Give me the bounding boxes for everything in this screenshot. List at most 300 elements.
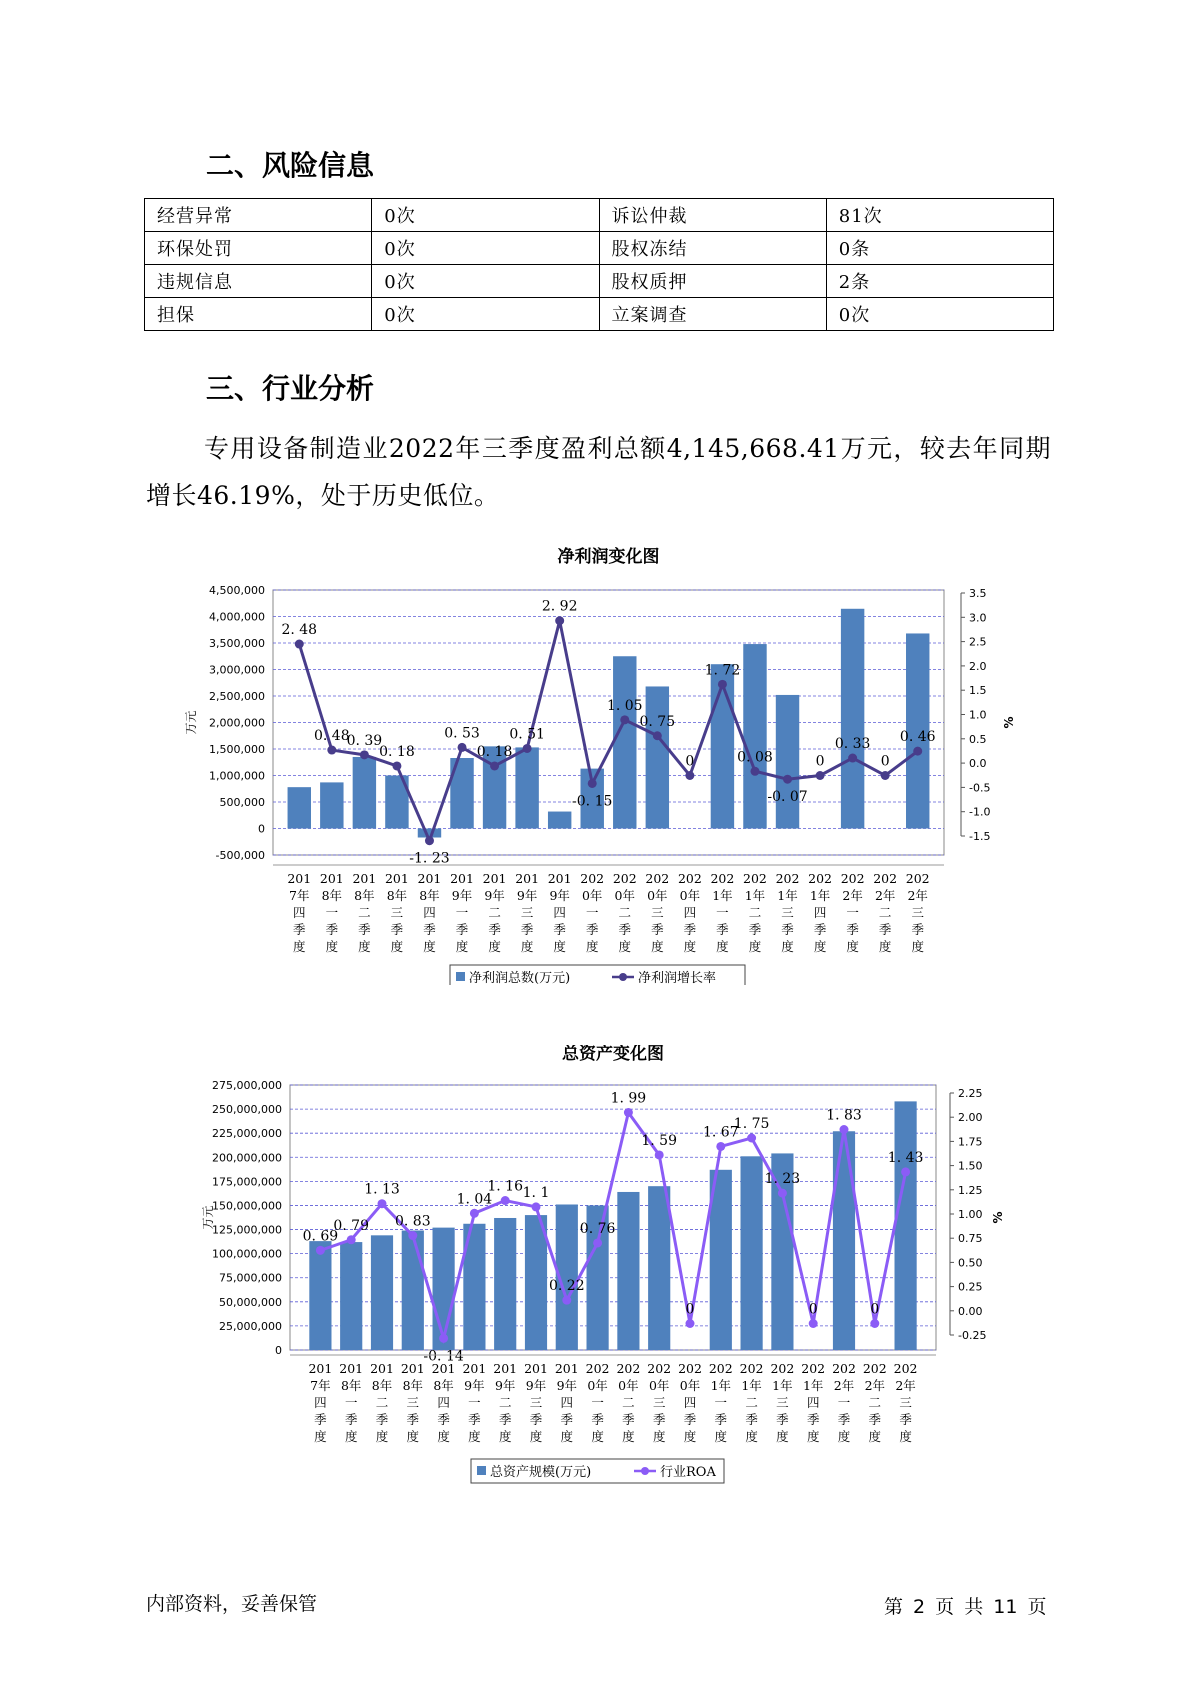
y-tick-label: 0: [258, 822, 265, 836]
line-point: [378, 1199, 387, 1208]
x-tick-label: 度: [488, 939, 501, 954]
x-tick-label: 202: [708, 1361, 733, 1376]
x-tick-label: 0年: [581, 888, 603, 903]
footer-confidential: 内部资料，妥善保管: [146, 1593, 318, 1615]
y-tick-label: 2,500,000: [209, 690, 265, 703]
x-tick-label: 二: [622, 1395, 635, 1410]
line-point: [347, 1235, 356, 1244]
x-tick-label: 201: [400, 1361, 425, 1376]
line-point: [848, 754, 857, 763]
x-tick-label: 季: [390, 922, 404, 937]
x-tick-label: 一: [591, 1395, 604, 1410]
x-tick-label: 季: [314, 1412, 327, 1427]
risk-value-cell: 0次: [372, 232, 599, 265]
y-tick-label: 4,000,000: [209, 610, 265, 624]
y2-tick-label: 2.25: [958, 1087, 983, 1100]
y2-tick-label: -1.5: [969, 830, 991, 843]
risk-value-cell: 2条: [826, 265, 1053, 298]
data-label: 0. 18: [476, 743, 513, 760]
x-tick-label: 四: [683, 905, 697, 920]
x-tick-label: 201: [462, 1361, 487, 1376]
x-tick-label: 度: [498, 1429, 512, 1444]
x-tick-label: 季: [585, 922, 599, 937]
data-label: -0. 07: [767, 789, 808, 806]
x-tick-label: 一: [837, 1395, 851, 1410]
risk-label-cell: 股权冻结: [599, 232, 826, 265]
legend-line-marker: [641, 1467, 649, 1475]
x-tick-label: 度: [683, 1429, 697, 1444]
x-tick-label: 度: [455, 939, 469, 954]
x-tick-label: 季: [622, 1412, 635, 1427]
y2-tick-label: 2.5: [969, 635, 987, 649]
x-tick-label: 四: [423, 905, 436, 920]
x-tick-label: 季: [498, 1412, 512, 1427]
data-label: -0. 15: [572, 793, 613, 810]
x-tick-label: 四: [683, 1395, 697, 1410]
x-tick-label: 二: [748, 905, 762, 920]
y2-tick-label: -0.25: [958, 1329, 987, 1342]
line-point: [562, 1296, 571, 1305]
y2-tick-label: 3.5: [969, 587, 987, 600]
line-point: [620, 715, 629, 724]
x-tick-label: 201: [308, 1361, 333, 1376]
x-tick-label: 季: [488, 922, 501, 937]
risk-table-row: [145, 199, 1054, 232]
x-tick-label: 季: [748, 922, 762, 937]
bar: [841, 609, 864, 829]
x-tick-label: 度: [529, 1429, 543, 1444]
x-tick-label: 201: [493, 1361, 518, 1376]
x-tick-label: 四: [293, 905, 306, 920]
x-tick-label: 202: [743, 871, 767, 886]
x-tick-label: 二: [878, 905, 892, 920]
x-tick-label: 度: [868, 1429, 882, 1444]
x-tick-label: 季: [591, 1412, 604, 1427]
bar: [833, 1131, 855, 1350]
data-label: 1. 72: [704, 662, 741, 679]
y2-tick-label: 1.5: [969, 684, 987, 698]
x-tick-label: 1年: [802, 1378, 824, 1393]
x-tick-label: 2年: [874, 888, 896, 903]
y2-tick-label: 0.5: [969, 732, 987, 746]
y-tick-label: 225,000,000: [212, 1127, 282, 1141]
x-tick-label: 度: [781, 939, 794, 954]
bar: [340, 1242, 362, 1350]
line-point: [881, 771, 890, 780]
bar: [613, 656, 636, 828]
y-tick-label: 4,500,000: [209, 584, 265, 597]
data-label: 0: [685, 753, 695, 770]
x-tick-label: 季: [714, 1412, 728, 1427]
bar: [617, 1192, 639, 1350]
x-tick-label: 度: [591, 1429, 604, 1444]
x-tick-label: 度: [468, 1429, 481, 1444]
x-tick-label: 季: [899, 1412, 912, 1427]
data-label: 1. 75: [733, 1116, 770, 1132]
y2-tick-label: 0.0: [969, 757, 987, 771]
x-tick-label: 度: [748, 939, 762, 954]
line-point: [523, 744, 532, 753]
bar: [320, 782, 343, 828]
line-point: [588, 779, 597, 788]
y2-tick-label: 0.75: [958, 1232, 983, 1246]
x-tick-label: 度: [553, 939, 566, 954]
x-tick-label: 度: [745, 1429, 758, 1444]
x-tick-label: 度: [358, 939, 371, 954]
x-tick-label: 9年: [484, 888, 505, 903]
x-tick-label: 度: [652, 1429, 666, 1444]
line-point: [624, 1108, 633, 1117]
section3-heading: 三、行业分析: [206, 372, 375, 405]
x-tick-label: 一: [716, 905, 729, 920]
x-tick-label: 201: [370, 1361, 394, 1376]
data-label: 1. 83: [826, 1107, 862, 1124]
x-tick-label: 202: [678, 1361, 702, 1376]
x-tick-label: 202: [905, 871, 930, 886]
x-tick-label: 1年: [777, 888, 798, 903]
data-label: 0: [685, 1301, 695, 1318]
data-label: 0: [808, 1301, 818, 1318]
x-tick-label: 一: [714, 1395, 728, 1410]
x-tick-label: 季: [651, 922, 664, 937]
data-label: 2. 92: [541, 598, 578, 615]
risk-label-cell: 诉讼仲裁: [599, 199, 826, 232]
x-tick-label: 四: [553, 905, 566, 920]
risk-table-row: [145, 298, 1054, 331]
x-tick-label: 202: [808, 871, 833, 886]
legend-bar-swatch: [477, 1466, 486, 1475]
line-point: [593, 1238, 602, 1247]
y-axis-label: 万元: [201, 1205, 215, 1230]
data-label: 1. 67: [702, 1124, 739, 1141]
x-tick-label: 202: [710, 871, 735, 886]
x-tick-label: 一: [585, 905, 599, 920]
y-tick-label: 0: [275, 1344, 282, 1357]
data-label: 1. 23: [764, 1171, 801, 1188]
x-tick-label: 度: [651, 939, 664, 954]
x-tick-label: 202: [801, 1361, 826, 1376]
y-tick-label: 100,000,000: [212, 1247, 282, 1261]
line-point: [360, 750, 369, 759]
x-tick-label: 三: [911, 905, 924, 920]
x-tick-label: 7年: [310, 1378, 331, 1393]
line-point: [778, 1189, 787, 1198]
chart-title: 总资产变化图: [562, 1045, 664, 1064]
x-tick-label: 季: [868, 1412, 882, 1427]
y2-tick-label: -1.0: [969, 805, 991, 819]
bar: [515, 747, 538, 828]
x-tick-label: 度: [314, 1429, 327, 1444]
y-tick-label: -500,000: [215, 849, 265, 862]
line-point: [316, 1246, 325, 1255]
y-tick-label: 1,500,000: [209, 743, 265, 756]
total-assets-chart: [0, 1045, 1191, 1485]
x-tick-label: 8年: [340, 1378, 362, 1393]
y-tick-label: 3,500,000: [209, 637, 265, 650]
x-tick-label: 度: [344, 1429, 358, 1444]
line-point: [716, 1142, 725, 1151]
y2-tick-label: 0.50: [958, 1256, 983, 1270]
x-tick-label: 季: [437, 1412, 450, 1427]
risk-value-cell: 81次: [826, 199, 1053, 232]
data-label: 0: [815, 753, 825, 770]
line-point: [408, 1231, 417, 1240]
line-point: [439, 1334, 448, 1343]
line-point: [816, 771, 825, 780]
x-tick-label: 1年: [809, 888, 831, 903]
x-tick-label: 2年: [864, 1378, 886, 1393]
x-tick-label: 9年: [494, 1378, 516, 1393]
x-tick-label: 8年: [402, 1378, 424, 1393]
x-tick-label: 202: [677, 871, 702, 886]
x-tick-label: 一: [468, 1395, 481, 1410]
y2-tick-label: 1.50: [958, 1159, 983, 1173]
x-tick-label: 度: [622, 1429, 635, 1444]
risk-label-cell: 股权质押: [599, 265, 826, 298]
x-tick-label: 二: [498, 1395, 512, 1410]
x-tick-label: 度: [293, 939, 306, 954]
y-tick-label: 275,000,000: [212, 1079, 282, 1092]
x-tick-label: 202: [616, 1361, 641, 1376]
x-tick-label: 1年: [744, 888, 766, 903]
data-label: 0: [880, 753, 890, 770]
x-tick-label: 202: [770, 1361, 795, 1376]
risk-value-cell: 0次: [826, 298, 1053, 331]
y2-tick-label: 2.00: [958, 1111, 983, 1125]
x-tick-label: 8年: [433, 1378, 454, 1393]
x-tick-label: 二: [488, 905, 501, 920]
data-label: 0. 22: [548, 1278, 585, 1295]
line-point: [809, 1319, 818, 1328]
x-tick-label: 202: [739, 1361, 764, 1376]
data-label: -0. 14: [423, 1348, 464, 1365]
data-label: 0. 51: [509, 726, 545, 743]
bar: [743, 644, 766, 828]
x-tick-label: 0年: [614, 888, 636, 903]
x-tick-label: 三: [529, 1395, 543, 1410]
x-tick-label: 202: [893, 1361, 918, 1376]
line-point: [747, 1134, 756, 1143]
x-tick-label: 季: [716, 922, 729, 937]
x-tick-label: 季: [455, 922, 469, 937]
net-profit-chart: [0, 545, 1191, 985]
x-tick-label: 季: [911, 922, 924, 937]
x-tick-label: 季: [293, 922, 306, 937]
y-axis-label: 万元: [184, 710, 198, 735]
y2-axis-label: %: [1002, 716, 1016, 729]
line-point: [783, 775, 792, 784]
y-tick-label: 3,000,000: [209, 663, 265, 677]
x-tick-label: 201: [450, 871, 474, 886]
risk-label-cell: 担保: [145, 298, 372, 331]
risk-value-cell: 0次: [372, 265, 599, 298]
x-tick-label: 季: [878, 922, 892, 937]
y-tick-label: 200,000,000: [212, 1151, 282, 1165]
x-tick-label: 度: [375, 1429, 389, 1444]
x-tick-label: 季: [813, 922, 827, 937]
line-point: [840, 1125, 849, 1134]
line-point: [555, 616, 564, 625]
x-tick-label: 季: [683, 1412, 697, 1427]
y-tick-label: 1,000,000: [209, 769, 265, 783]
line-point: [327, 746, 336, 755]
x-tick-label: 季: [837, 1412, 851, 1427]
x-tick-label: 2年: [895, 1378, 916, 1393]
x-tick-label: 度: [813, 939, 827, 954]
x-tick-label: 季: [846, 922, 859, 937]
x-tick-label: 三: [520, 905, 534, 920]
x-tick-label: 三: [652, 1395, 666, 1410]
x-tick-label: 季: [553, 922, 566, 937]
data-label: 0. 39: [346, 732, 383, 749]
risk-label-cell: 环保处罚: [145, 232, 372, 265]
x-tick-label: 季: [423, 922, 436, 937]
x-tick-label: 202: [580, 871, 605, 886]
x-tick-label: 度: [716, 939, 729, 954]
data-label: 0. 53: [444, 725, 480, 742]
bar: [309, 1241, 331, 1350]
risk-value-cell: 0次: [372, 199, 599, 232]
x-tick-label: 8年: [386, 888, 408, 903]
x-tick-label: 202: [647, 1361, 672, 1376]
data-label: 2. 48: [281, 622, 318, 639]
risk-label-cell: 违规信息: [145, 265, 372, 298]
legend-line-label: 净利润增长率: [638, 971, 717, 985]
x-tick-label: 8年: [419, 888, 440, 903]
x-tick-label: 1年: [772, 1378, 793, 1393]
x-tick-label: 度: [683, 939, 697, 954]
x-tick-label: 一: [344, 1395, 358, 1410]
x-tick-label: 9年: [556, 1378, 578, 1393]
x-tick-label: 201: [287, 871, 312, 886]
y2-tick-label: 1.00: [958, 1208, 983, 1221]
data-label: 1. 16: [487, 1178, 524, 1195]
line-point: [470, 1209, 479, 1218]
x-tick-label: 9年: [525, 1378, 547, 1393]
x-tick-label: 季: [618, 922, 632, 937]
legend-line-label: 行业ROA: [660, 1465, 716, 1480]
x-tick-label: 四: [437, 1395, 450, 1410]
bar: [371, 1235, 393, 1350]
x-tick-label: 9年: [464, 1378, 485, 1393]
x-tick-label: 度: [837, 1429, 851, 1444]
x-tick-label: 四: [813, 905, 827, 920]
x-tick-label: 度: [560, 1429, 574, 1444]
legend-line-marker: [619, 973, 627, 981]
x-tick-label: 季: [745, 1412, 758, 1427]
x-tick-label: 二: [375, 1395, 389, 1410]
y-tick-label: 50,000,000: [219, 1295, 282, 1309]
y2-tick-label: 2.0: [969, 659, 987, 673]
y2-tick-label: 3.0: [969, 611, 987, 625]
x-tick-label: 季: [781, 922, 794, 937]
bar: [353, 757, 376, 829]
line-point: [490, 761, 499, 770]
x-tick-label: 季: [560, 1412, 574, 1427]
x-tick-label: 度: [585, 939, 599, 954]
bar: [548, 812, 571, 829]
x-tick-label: 三: [781, 905, 794, 920]
data-label: 0. 83: [394, 1213, 431, 1230]
line-point: [913, 747, 922, 756]
data-label: 0. 46: [899, 729, 936, 746]
y-tick-label: 25,000,000: [219, 1319, 282, 1333]
x-tick-label: 一: [846, 905, 859, 920]
data-label: 1. 13: [364, 1181, 400, 1198]
x-tick-label: 1年: [712, 888, 733, 903]
y-tick-label: 2,000,000: [209, 716, 265, 730]
line-point: [655, 1150, 664, 1159]
x-tick-label: 度: [406, 1429, 420, 1444]
x-tick-label: 四: [314, 1395, 327, 1410]
x-tick-label: 201: [417, 871, 442, 886]
x-tick-label: 201: [524, 1361, 548, 1376]
line-point: [750, 767, 759, 776]
risk-table-row: [145, 232, 1054, 265]
line-point: [532, 1202, 541, 1211]
y-tick-label: 175,000,000: [212, 1175, 282, 1189]
x-tick-label: 一: [325, 905, 339, 920]
x-tick-label: 四: [560, 1395, 574, 1410]
x-tick-label: 2年: [842, 888, 863, 903]
x-tick-label: 季: [683, 922, 697, 937]
risk-label-cell: 立案调查: [599, 298, 826, 331]
y-tick-label: 75,000,000: [219, 1271, 282, 1285]
bar: [895, 1101, 917, 1350]
data-label: -1. 23: [409, 850, 450, 867]
x-tick-label: 季: [776, 1412, 789, 1427]
x-tick-label: 8年: [321, 888, 343, 903]
x-tick-label: 202: [612, 871, 637, 886]
x-tick-label: 三: [390, 905, 404, 920]
x-tick-label: 1年: [710, 1378, 732, 1393]
x-tick-label: 度: [878, 939, 892, 954]
line-point: [392, 761, 401, 770]
line-point: [501, 1196, 510, 1205]
x-tick-label: 二: [745, 1395, 758, 1410]
line-point: [718, 680, 727, 689]
bar: [741, 1156, 763, 1350]
legend-bar-swatch: [456, 972, 465, 981]
x-tick-label: 度: [423, 939, 436, 954]
risk-value-cell: 0条: [826, 232, 1053, 265]
x-tick-label: 0年: [647, 888, 668, 903]
line-point: [870, 1319, 879, 1328]
y2-axis-label: %: [991, 1211, 1005, 1224]
y-tick-label: 250,000,000: [212, 1103, 282, 1117]
risk-table-row: [145, 265, 1054, 298]
risk-label-cell: 经营异常: [145, 199, 372, 232]
x-tick-label: 二: [868, 1395, 882, 1410]
x-tick-label: 2年: [833, 1378, 855, 1393]
x-tick-label: 季: [358, 922, 371, 937]
y2-tick-label: 1.75: [958, 1135, 983, 1149]
x-tick-label: 201: [352, 871, 377, 886]
y-tick-label: 500,000: [219, 796, 265, 809]
x-tick-label: 季: [406, 1412, 420, 1427]
bar: [648, 1186, 670, 1350]
x-tick-label: 季: [520, 922, 534, 937]
bar: [494, 1218, 516, 1350]
x-tick-label: 9年: [549, 888, 570, 903]
line-point: [901, 1167, 910, 1176]
risk-value-cell: 0次: [372, 298, 599, 331]
x-tick-label: 202: [873, 871, 898, 886]
line-point: [458, 743, 467, 752]
x-tick-label: 201: [339, 1361, 364, 1376]
line-point: [685, 771, 694, 780]
x-tick-label: 三: [899, 1395, 912, 1410]
